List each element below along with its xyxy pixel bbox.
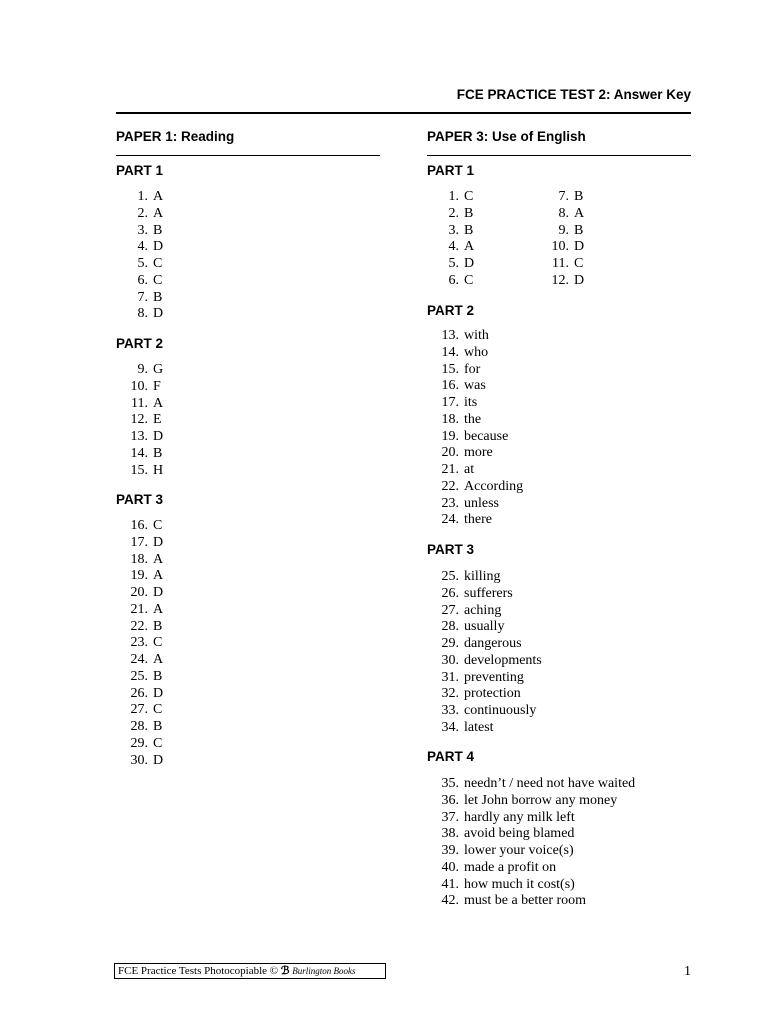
paper-3-part-4-answer-item xyxy=(441,876,575,893)
question-number: 14. xyxy=(130,445,148,461)
document-title: FCE PRACTICE TEST 2: Answer Key xyxy=(456,87,691,102)
question-number: 13. xyxy=(441,328,459,343)
answer-text: C xyxy=(153,256,163,271)
paper-1-part-3-answer-item xyxy=(130,551,164,568)
footer-text: FCE Practice Tests Photocopiable © xyxy=(118,965,281,977)
question-number: 2. xyxy=(448,205,459,221)
footer-copyright xyxy=(114,963,386,979)
question-number: 36. xyxy=(441,792,459,808)
paper-1-part-2-answer-item xyxy=(130,378,161,395)
question-number: 39. xyxy=(441,843,459,858)
paper-1-part-2-answer-item xyxy=(130,445,163,462)
question-number: 11. xyxy=(131,395,148,411)
question-number: 23. xyxy=(130,635,148,651)
question-number: 16. xyxy=(441,378,459,394)
paper-3-part-2-answer-item xyxy=(441,361,481,378)
question-number: 38. xyxy=(441,826,459,842)
paper-1-part-2-answer-item xyxy=(137,361,164,378)
question-number: 26. xyxy=(130,685,148,701)
question-number: 9. xyxy=(137,362,148,377)
answer-text: D xyxy=(153,752,164,768)
question-number: 10. xyxy=(130,378,148,394)
paper-3-part-4-answer-item xyxy=(441,809,575,826)
paper-3-part-1-answer-item xyxy=(558,188,584,205)
paper-3-part-3-answer-item xyxy=(441,702,537,719)
answer-text: D xyxy=(464,256,475,271)
paper-3-part-1-answer-item xyxy=(448,222,474,239)
paper-3-part-1-answer-item xyxy=(558,222,584,239)
paper-3-part-1-answer-item xyxy=(448,272,474,289)
answer-text: A xyxy=(153,601,164,617)
paper-3-part-3-answer-item xyxy=(441,719,494,736)
question-number: 10. xyxy=(551,239,569,255)
answer-text: B xyxy=(153,222,163,238)
answer-text: C xyxy=(153,735,163,751)
answer-text: C xyxy=(153,272,163,288)
answer-text: B xyxy=(153,668,163,684)
paper-3-part-2-answer-item xyxy=(441,444,493,461)
answer-text: H xyxy=(153,462,164,478)
answer-text: B xyxy=(464,205,474,221)
answer-text: its xyxy=(464,395,478,410)
answer-text: must be a better room xyxy=(464,893,587,909)
answer-text: at xyxy=(464,462,475,477)
answer-text: for xyxy=(464,361,481,377)
answer-text: C xyxy=(153,702,163,718)
answer-text: A xyxy=(153,652,164,667)
question-number: 29. xyxy=(441,636,459,651)
answer-text: usually xyxy=(464,619,505,635)
paper-1-part-3-answer-item xyxy=(130,601,164,618)
answer-text: preventing xyxy=(464,669,524,685)
answer-text: A xyxy=(153,189,164,204)
question-number: 32. xyxy=(441,686,459,702)
paper-3-part-3-answer-item xyxy=(441,669,524,686)
answer-text: B xyxy=(153,618,163,634)
question-number: 22. xyxy=(130,618,148,634)
question-number: 29. xyxy=(130,735,148,751)
paper-1-part-2-answer-item xyxy=(130,428,164,445)
answer-text: D xyxy=(153,306,164,322)
answer-text: more xyxy=(464,445,493,461)
paper-1-part-1-answer-item xyxy=(137,238,164,255)
paper-3-part-2-answer-item xyxy=(441,478,524,495)
publisher-logo: ℬ Burlington Books xyxy=(280,965,356,977)
question-number: 19. xyxy=(441,428,459,444)
question-number: 17. xyxy=(441,395,459,410)
question-number: 18. xyxy=(441,411,459,427)
question-number: 6. xyxy=(137,272,148,288)
paper-1-part-2-answer-item xyxy=(130,462,164,479)
question-number: 37. xyxy=(441,809,459,825)
question-number: 3. xyxy=(448,222,459,238)
paper-1-part-3-answer-item xyxy=(130,752,164,769)
question-number: 4. xyxy=(448,239,459,255)
page-number: 1 xyxy=(684,964,691,979)
question-number: 24. xyxy=(130,652,148,667)
question-number: 16. xyxy=(130,518,148,533)
question-number: 33. xyxy=(441,703,459,718)
paper-1-part-3-answer-item xyxy=(130,517,163,534)
paper-1-part-3-answer-item xyxy=(130,567,164,584)
answer-text: C xyxy=(153,635,163,651)
answer-text: lower your voice(s) xyxy=(464,843,574,858)
question-number: 21. xyxy=(441,462,459,477)
paper-1-part-3-answer-item xyxy=(130,534,164,551)
question-number: 30. xyxy=(130,752,148,768)
paper-3-title: PAPER 3: Use of English xyxy=(427,129,586,144)
answer-text: latest xyxy=(464,719,494,735)
paper-3-part-4-answer-item xyxy=(441,892,587,909)
answer-text: D xyxy=(153,239,164,255)
question-number: 30. xyxy=(441,652,459,668)
question-number: 12. xyxy=(130,412,148,428)
paper-3-part-1-answer-item xyxy=(551,272,585,289)
answer-text: killing xyxy=(464,569,501,584)
answer-text: continuously xyxy=(464,703,537,718)
question-number: 25. xyxy=(441,569,459,584)
question-number: 27. xyxy=(441,602,459,618)
question-number: 11. xyxy=(552,256,569,271)
question-number: 41. xyxy=(441,876,459,892)
paper-1-title: PAPER 1: Reading xyxy=(116,129,235,144)
answer-text: made a profit on xyxy=(464,859,557,875)
question-number: 14. xyxy=(441,344,459,360)
paper-1-part-3-answer-item xyxy=(130,735,163,752)
paper-3-part-3-answer-item xyxy=(441,585,513,602)
answer-text: A xyxy=(464,239,475,255)
answer-text: A xyxy=(153,568,164,584)
paper-3-part-2-answer-item xyxy=(441,428,509,445)
paper-1-part-2-answer-item xyxy=(130,411,162,428)
question-number: 5. xyxy=(137,256,148,271)
paper-1-part-1-answer-item xyxy=(137,188,164,205)
question-number: 8. xyxy=(558,205,569,221)
question-number: 20. xyxy=(130,585,148,600)
question-number: 25. xyxy=(130,668,148,684)
answer-text: unless xyxy=(464,495,499,511)
paper-1-part-1-answer-item xyxy=(137,222,163,239)
paper-1-part-3-answer-item xyxy=(130,634,163,651)
question-number: 24. xyxy=(441,512,459,528)
answer-text: dangerous xyxy=(464,636,522,651)
answer-text: D xyxy=(153,585,164,600)
question-number: 8. xyxy=(137,306,148,322)
paper-3-part-1-answer-item xyxy=(558,205,585,222)
answer-text: According xyxy=(464,478,524,494)
answer-text: developments xyxy=(464,652,542,668)
paper-1-part-1-answer-item xyxy=(137,255,163,272)
paper-1-part-3-answer-item xyxy=(130,685,164,702)
paper-1-part-3-answer-item xyxy=(130,584,164,601)
question-number: 6. xyxy=(448,272,459,288)
question-number: 1. xyxy=(448,189,459,204)
question-number: 15. xyxy=(130,462,148,478)
answer-text: D xyxy=(153,534,164,550)
paper-3-part-2-answer-item xyxy=(441,327,489,344)
paper-3-part-4-answer-item xyxy=(441,859,557,876)
paper-1-part-2-answer-item xyxy=(131,395,164,412)
answer-text: A xyxy=(153,551,164,567)
paper-3-part-3-answer-item xyxy=(441,602,502,619)
paper-3-part-2-title: PART 2 xyxy=(427,303,475,318)
answer-text: there xyxy=(464,512,492,528)
answer-text: C xyxy=(153,518,163,533)
answer-text: B xyxy=(574,189,584,204)
answer-text: G xyxy=(153,362,164,377)
answer-text: how much it cost(s) xyxy=(464,876,575,892)
answer-text: B xyxy=(464,222,474,238)
paper-3-part-3-title: PART 3 xyxy=(427,542,475,557)
paper-3-part-3-answer-item xyxy=(441,685,521,702)
question-number: 19. xyxy=(130,568,148,584)
paper-1-part-3-answer-item xyxy=(130,718,163,735)
answer-text: B xyxy=(153,719,163,734)
answer-text: sufferers xyxy=(464,585,513,601)
header-divider xyxy=(116,112,691,114)
answer-text: F xyxy=(153,378,161,394)
answer-text: B xyxy=(574,222,584,238)
answer-text: A xyxy=(153,395,164,411)
answer-text: with xyxy=(464,328,489,343)
paper-3-part-2-answer-item xyxy=(441,511,492,528)
answer-text: D xyxy=(574,239,585,255)
answer-text: hardly any milk left xyxy=(464,809,575,825)
paper-1-part-1-answer-item xyxy=(137,305,164,322)
paper-3-part-4-answer-item xyxy=(441,842,574,859)
paper-1-part-3-answer-item xyxy=(130,668,163,685)
question-number: 17. xyxy=(130,534,148,550)
paper-1-part-3-answer-item xyxy=(130,618,163,635)
answer-text: who xyxy=(464,344,489,360)
answer-text: B xyxy=(153,289,163,305)
answer-text: C xyxy=(574,256,584,271)
answer-text: B xyxy=(153,445,163,461)
paper-1-divider xyxy=(116,155,380,156)
answer-text: C xyxy=(464,189,474,204)
paper-1-part-3-title: PART 3 xyxy=(116,492,164,507)
answer-text: D xyxy=(574,272,585,288)
paper-3-part-1-answer-item xyxy=(448,238,475,255)
paper-3-part-3-answer-item xyxy=(441,618,505,635)
question-number: 7. xyxy=(137,289,148,305)
paper-3-part-4-title: PART 4 xyxy=(427,749,475,764)
paper-1-part-2-title: PART 2 xyxy=(116,336,164,351)
question-number: 13. xyxy=(130,429,148,444)
paper-3-part-1-answer-item xyxy=(448,205,474,222)
answer-text: protection xyxy=(464,686,521,702)
paper-3-part-3-answer-item xyxy=(441,652,542,669)
paper-3-part-2-answer-item xyxy=(441,495,499,512)
paper-3-part-3-answer-item xyxy=(441,635,522,652)
question-number: 21. xyxy=(130,601,148,617)
question-number: 28. xyxy=(441,619,459,635)
paper-1-part-1-answer-item xyxy=(137,289,163,306)
question-number: 34. xyxy=(441,719,459,735)
question-number: 7. xyxy=(558,189,569,204)
paper-3-divider xyxy=(427,155,691,156)
paper-3-part-1-answer-item xyxy=(448,188,474,205)
question-number: 42. xyxy=(441,893,459,909)
question-number: 35. xyxy=(441,776,459,791)
question-number: 5. xyxy=(448,256,459,271)
paper-3-part-4-answer-item xyxy=(441,825,575,842)
answer-text: because xyxy=(464,428,509,444)
answer-text: E xyxy=(153,412,162,428)
question-number: 2. xyxy=(137,205,148,221)
question-number: 22. xyxy=(441,478,459,494)
question-number: 1. xyxy=(137,189,148,204)
answer-text: A xyxy=(574,205,585,221)
answer-text: let John borrow any money xyxy=(464,792,618,808)
answer-text: A xyxy=(153,205,164,221)
paper-1-part-1-answer-item xyxy=(137,205,164,222)
answer-text: the xyxy=(464,411,482,427)
question-number: 15. xyxy=(441,361,459,377)
paper-3-part-1-title: PART 1 xyxy=(427,163,475,178)
question-number: 23. xyxy=(441,495,459,511)
question-number: 12. xyxy=(551,272,569,288)
question-number: 27. xyxy=(130,702,148,718)
paper-3-part-2-answer-item xyxy=(441,394,478,411)
paper-3-part-1-answer-item xyxy=(552,255,584,272)
question-number: 20. xyxy=(441,445,459,461)
paper-3-part-4-answer-item xyxy=(441,792,618,809)
paper-3-part-2-answer-item xyxy=(441,461,475,478)
question-number: 9. xyxy=(558,222,569,238)
answer-text: C xyxy=(464,272,474,288)
paper-3-part-2-answer-item xyxy=(441,344,489,361)
question-number: 31. xyxy=(441,669,459,685)
paper-3-part-2-answer-item xyxy=(441,377,486,394)
paper-1-part-3-answer-item xyxy=(130,701,163,718)
paper-3-part-2-answer-item xyxy=(441,411,482,428)
question-number: 18. xyxy=(130,551,148,567)
question-number: 40. xyxy=(441,859,459,875)
answer-text: D xyxy=(153,429,164,444)
paper-1-part-3-answer-item xyxy=(130,651,164,668)
question-number: 26. xyxy=(441,585,459,601)
question-number: 28. xyxy=(130,719,148,734)
answer-text: aching xyxy=(464,602,502,618)
question-number: 4. xyxy=(137,239,148,255)
question-number: 3. xyxy=(137,222,148,238)
paper-1-part-1-title: PART 1 xyxy=(116,163,164,178)
paper-3-part-3-answer-item xyxy=(441,568,501,585)
paper-1-part-1-answer-item xyxy=(137,272,163,289)
answer-text: needn’t / need not have waited xyxy=(464,776,636,791)
paper-3-part-1-answer-item xyxy=(448,255,475,272)
answer-text: was xyxy=(464,378,486,394)
paper-3-part-1-answer-item xyxy=(551,238,585,255)
answer-text: D xyxy=(153,685,164,701)
answer-text: avoid being blamed xyxy=(464,826,575,842)
paper-3-part-4-answer-item xyxy=(441,775,636,792)
